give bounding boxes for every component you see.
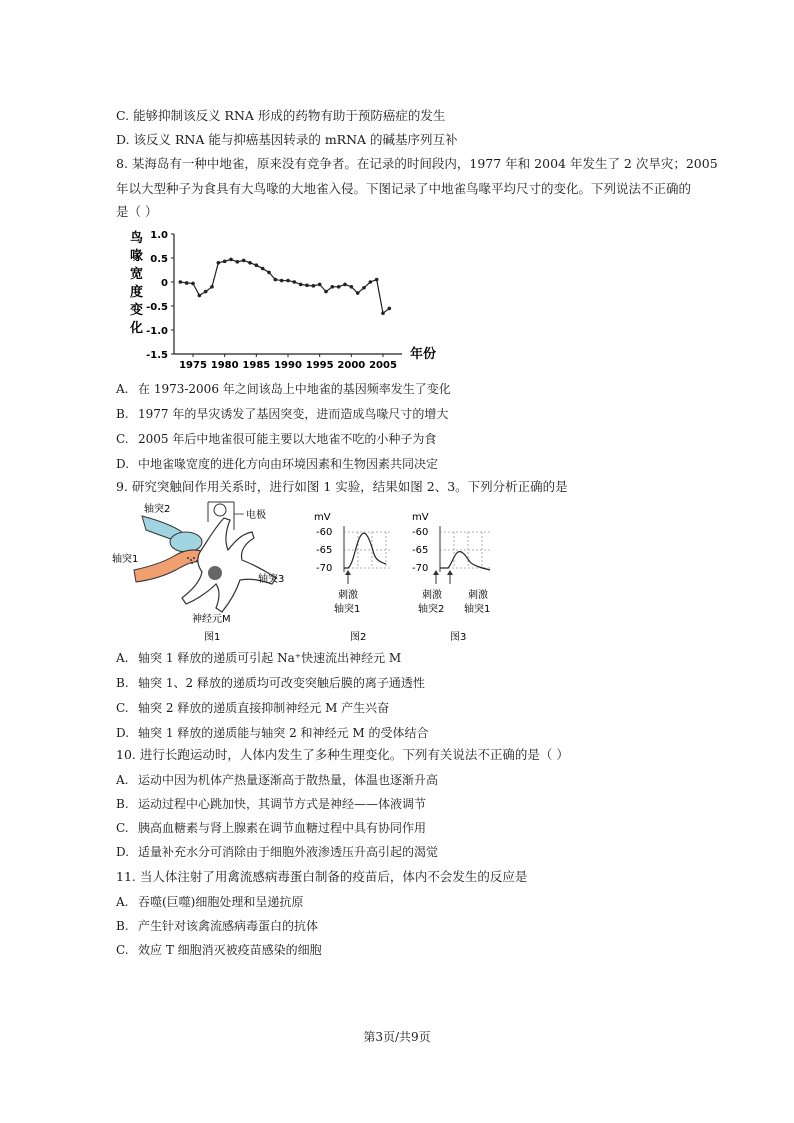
chart-x-tick-label: 1990 [274,360,302,371]
chart-y-tick-label: 0.5 [150,254,168,265]
fig2-unit: mV [314,512,331,523]
option-text: 轴突 2 释放的递质直接抑制神经元 M 产生兴奋 [138,701,390,715]
fig3-unit: mV [412,512,429,523]
option-text: 在 1973-2006 年之间该岛上中地雀的基因频率发生了变化 [138,382,451,396]
q8-stem-line3: 是（ ） [116,204,158,219]
chart-point [286,279,290,283]
option-label: D. [116,726,130,740]
axon-2-terminal [170,532,202,552]
chart-point [293,280,297,284]
fig1-label-axon1: 轴突1 [112,554,139,565]
fig1-caption: 图1 [204,632,221,643]
fig2-tick-60: -60 [316,527,333,538]
chart-ylabel-char: 鸟 [130,231,144,246]
figure-1-synapse-diagram [112,500,292,650]
option-text: 效应 T 细胞消灭被疫苗感染的细胞 [138,943,322,957]
fig3-stim-a-target: 轴突2 [418,604,445,615]
page-footer: 第3页/共9页 [363,1030,431,1044]
option-label: D. [116,845,130,859]
chart-point [185,281,189,285]
chart-ylabel-char: 化 [130,321,144,336]
option-label: B. [116,797,129,811]
option-text: 1977 年的旱灾诱发了基因突变，进而造成鸟喙尺寸的增大 [138,407,449,421]
chart-x-tick-label: 1975 [179,360,207,371]
chart-y-tick-label: -1.0 [146,326,168,337]
fig3-stim-b: 刺激 [468,590,488,601]
option-label: B. [116,407,129,421]
chart-y-tick-label: -0.5 [146,302,168,313]
chart-x-tick-label: 2005 [369,360,397,371]
chart-point [381,311,385,315]
chart-point [369,280,373,284]
chart-ylabel-char: 变 [130,303,144,318]
chart-point [217,261,221,265]
option-text: 轴突 1 释放的递质可引起 Na⁺快速流出神经元 M [138,651,402,665]
q9-option-a [116,650,401,666]
option-label: B. [116,676,129,690]
chart-y-tick-label: 0 [161,278,168,289]
q7-option-d: D. 该反义 RNA 能与抑癌基因转录的 mRNA 的碱基序列互补 [116,132,458,147]
chart-point [179,280,183,284]
chart-point [261,267,265,271]
figure-3-potential-graph [406,510,506,645]
axon-1-shape [134,550,206,582]
option-label: A. [116,382,129,396]
fig3-stim-b-target: 轴突1 [464,604,491,615]
q9-option-b [116,675,425,691]
q11-option-c [116,942,322,958]
option-text: 2005 年后中地雀很可能主要以大地雀不吃的小种子为食 [138,432,437,446]
option-label: C. [116,701,129,715]
fig3-tick-65: -65 [412,545,429,556]
chart-point [191,282,195,286]
chart-point [337,285,341,289]
chart-y-tick-label: 1.0 [150,230,168,241]
chart-xlabel: 年份 [410,347,437,362]
fig3-stim-a: 刺激 [422,590,442,601]
option-label: B. [116,919,129,933]
fig3-tick-70: -70 [412,563,429,574]
chart-x-tick-label: 2000 [337,360,366,371]
chart-point [318,283,322,287]
chart-point [343,283,347,287]
option-label: C. [116,432,129,446]
chart-y-tick-label: -1.5 [146,350,168,361]
option-text: 吞噬(巨噬)细胞处理和呈递抗原 [138,895,304,909]
chart-point [280,279,284,283]
chart-point [198,294,202,298]
chart-point [312,284,316,288]
neuron-m-body [182,518,276,612]
option-label: C. [116,943,129,957]
chart-ylabel-char: 度 [130,285,144,300]
q10-option-d [116,844,438,860]
fig1-label-electrode: 电极 [246,510,266,521]
voltmeter-icon [214,504,226,516]
option-text: 中地雀喙宽度的进化方向由环境因素和生物因素共同决定 [138,457,439,471]
q11-option-b [116,918,318,934]
chart-point [236,260,240,264]
chart-ylabel [129,230,143,336]
chart-point [267,271,271,275]
chart-point [362,286,366,290]
chart-ylabel-char: 宽 [130,267,144,282]
q8-option-c [116,431,436,447]
chart-point [242,259,246,263]
chart-point [324,290,328,294]
fig3-potential-curve [440,552,490,570]
fig3-caption: 图3 [450,632,467,643]
chart-point [305,284,309,288]
chart-x-tick-label: 1995 [305,360,334,371]
q11-stem: 11. 当人体注射了用禽流感病毒蛋白制备的疫苗后，体内不会发生的反应是 [116,869,528,884]
chart-point [204,290,208,294]
option-text: 胰高血糖素与肾上腺素在调节血糖过程中具有协同作用 [138,821,427,835]
fig1-label-axon3: 轴突3 [258,574,285,585]
chart-x-tick-label: 1985 [242,360,271,371]
q8-stem-line1: 8. 某海岛有一种中地雀，原来没有竞争者。在记录的时间段内，1977 年和 2004 年发生了 2 次旱灾；2005 [116,156,718,171]
q11-option-a [116,894,303,910]
fig2-stim-target: 轴突1 [334,604,361,615]
chart-ylabel-char: 喙 [130,249,144,264]
q10-option-c [116,820,426,836]
q8-stem-line2: 年以大型种子为食具有大鸟喙的大地雀入侵。下图记录了中地雀鸟喙平均尺寸的变化。下列说法不正确的 [116,181,692,196]
q10-option-b [116,796,426,812]
q10-option-a [116,772,438,788]
option-text: 运动过程中心跳加快，其调节方式是神经——体液调节 [138,797,427,811]
chart-point [350,285,354,289]
chart-point [356,291,360,295]
chart-point [274,278,278,282]
option-label: D. [116,457,130,471]
fig1-label-axon2: 轴突2 [144,504,171,515]
chart-point [210,285,214,289]
fig2-tick-70: -70 [316,563,333,574]
beak-width-chart [112,224,462,374]
q9-stem: 9. 研究突触间作用关系时，进行如图 1 实验，结果如图 2、3。下列分析正确的是 [116,479,568,494]
option-label: A. [116,773,129,787]
q9-option-c [116,700,389,716]
q8-option-a [116,381,451,397]
q8-option-d [116,456,438,472]
fig2-tick-65: -65 [316,545,333,556]
q9-option-d [116,725,428,741]
neuron-m-nucleus [208,566,222,580]
chart-point [299,283,303,287]
chart-point [388,307,392,311]
option-text: 适量补充水分可消除由于细胞外液渗透压升高引起的渴觉 [138,845,439,859]
option-label: C. [116,821,129,835]
q7-option-c: C. 能够抑制该反义 RNA 形成的药物有助于预防癌症的发生 [116,108,446,123]
fig2-potential-curve [344,533,386,568]
chart-point [223,260,227,264]
fig2-stim: 刺激 [338,590,358,601]
chart-point [229,258,233,262]
q10-stem: 10. 进行长跑运动时，人体内发生了多种生理变化。下列有关说法不正确的是（ ） [116,747,569,762]
option-label: A. [116,895,129,909]
q8-option-b [116,406,448,422]
option-text: 产生针对该禽流感病毒蛋白的抗体 [138,919,319,933]
chart-point [248,261,252,265]
option-label: A. [116,651,129,665]
option-text: 轴突 1、2 释放的递质均可改变突触后膜的离子通透性 [138,676,425,690]
figure-2-potential-graph [310,510,410,645]
fig1-label-neuron: 神经元M [192,614,231,625]
option-text: 轴突 1 释放的递质能与轴突 2 和神经元 M 的受体结合 [138,726,429,740]
chart-x-tick-label: 1980 [210,360,239,371]
chart-point [375,278,379,282]
fig2-caption: 图2 [350,632,367,643]
chart-point [331,285,335,289]
chart-point [255,263,259,267]
fig3-tick-60: -60 [412,527,429,538]
option-text: 运动中因为机体产热量逐渐高于散热量，体温也逐渐升高 [138,773,439,787]
